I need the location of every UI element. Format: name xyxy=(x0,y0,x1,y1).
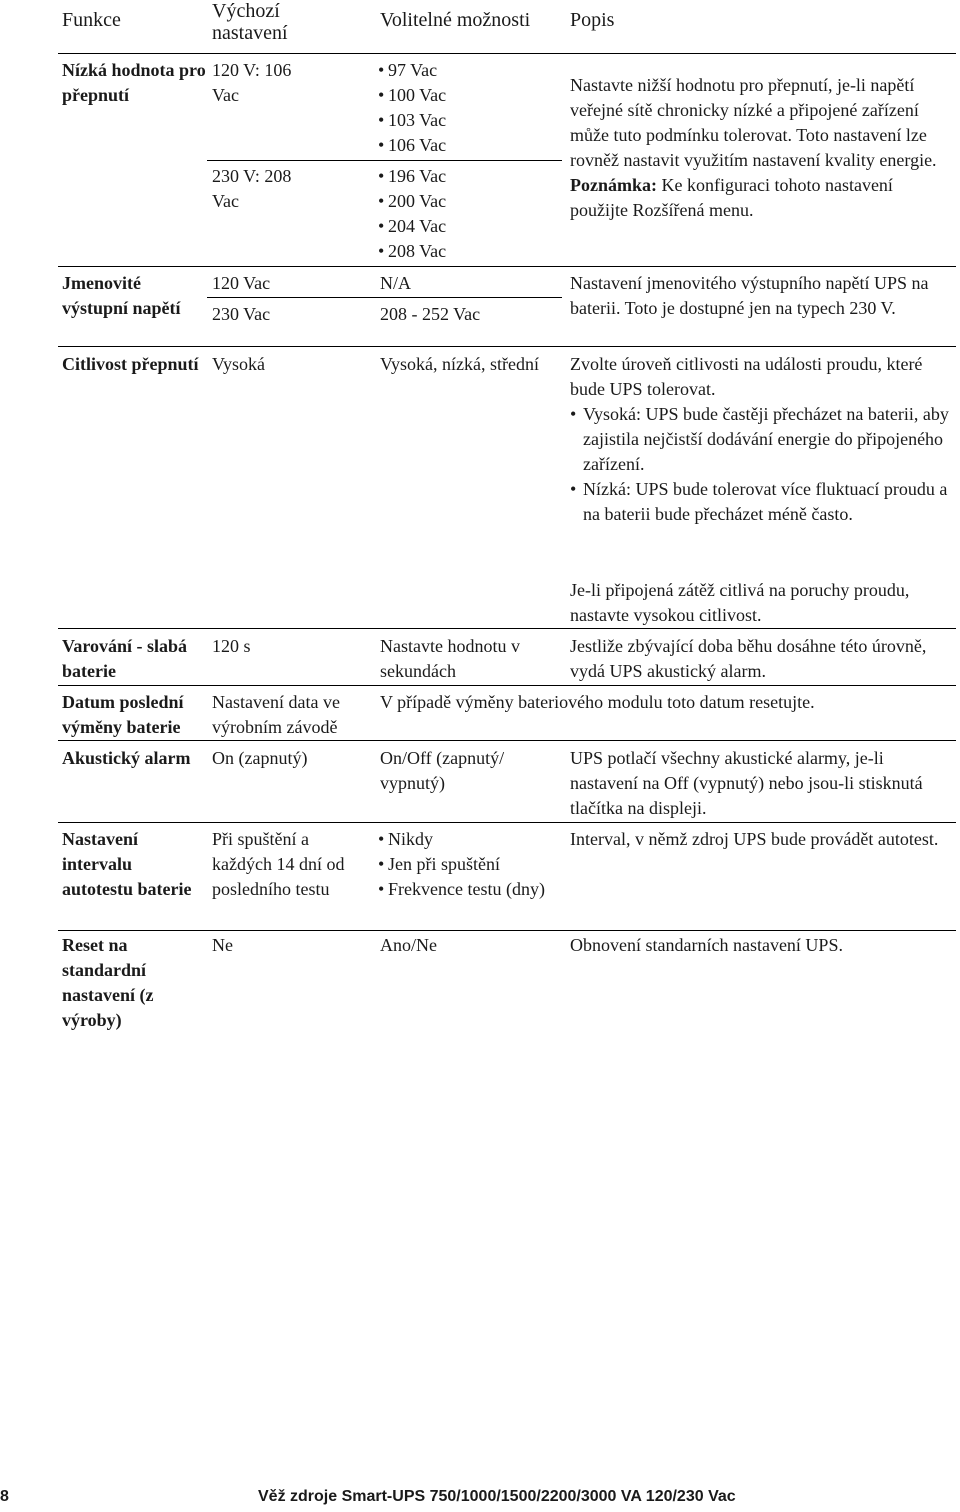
list-item: • 97 Vac xyxy=(378,58,558,83)
options-self-test xyxy=(378,827,558,902)
list-item: • Nízká: UPS bude tolerovat více fluktuací proudu a na baterii bude přecházet méně často. xyxy=(570,477,955,527)
row-rule-audible-alarm xyxy=(58,822,956,823)
default-nominal-voltage-230: 230 Vac xyxy=(212,304,271,324)
column-header-default: Výchozí nastavení xyxy=(212,0,288,44)
note-text: Ke konfiguraci tohoto nastavení použijte Rozšířená menu. xyxy=(570,175,893,220)
row-rule-nominal-voltage-mid xyxy=(207,297,562,298)
options-audible-alarm: On/Off (zapnutý/ vypnutý) xyxy=(380,748,505,793)
function-low-battery: Varování - slabá baterie xyxy=(62,636,188,681)
sensitivity-bullets xyxy=(570,402,955,527)
column-header-function: Funkce xyxy=(62,9,121,31)
options-low-transfer-230 xyxy=(378,164,558,264)
description-low-battery: Jestliže zbývající doba běhu dosáhne této úrovně, vydá UPS akustický alarm. xyxy=(570,636,927,681)
default-low-transfer-120: 120 V: 106 Vac xyxy=(212,60,292,105)
default-low-transfer-230: 230 V: 208 Vac xyxy=(212,166,292,211)
column-header-description: Popis xyxy=(570,9,615,31)
list-item: • 208 Vac xyxy=(378,239,558,264)
default-nominal-voltage-120: 120 Vac xyxy=(212,273,271,293)
default-battery-date: Nastavení data ve výrobním závodě xyxy=(212,692,340,737)
description-audible-alarm: UPS potlačí všechny akustické alarmy, je-li nastavení na Off (vypnutý) nebo jsou-li stisknutá tlačítka na displeji. xyxy=(570,748,923,818)
row-rule-sensitivity xyxy=(58,628,956,629)
default-sensitivity: Vysoká xyxy=(212,354,265,374)
list-item: • Frekvence testu (dny) xyxy=(378,877,558,902)
function-low-transfer: Nízká hodnota pro přepnutí xyxy=(62,60,206,105)
description-nominal-voltage: Nastavení jmenovitého výstupního napětí UPS na baterii. Toto je dostupné jen na typech 230 V. xyxy=(570,273,929,318)
description-text: Nastavte nižší hodnotu pro přepnutí, je-li napětí veřejné sítě chronicky nízké a připojené zařízení může tuto podmínku tolerovat. Toto nastavení lze rovněž nastavit využitím nastavení kvality energie. xyxy=(570,75,937,170)
description-self-test: Interval, v němž zdroj UPS bude provádět autotest. xyxy=(570,829,939,849)
header-rule xyxy=(58,53,956,54)
list-item: • 103 Vac xyxy=(378,108,558,133)
options-sensitivity: Vysoká, nízká, střední xyxy=(380,354,539,374)
function-audible-alarm: Akustický alarm xyxy=(62,748,191,768)
description-text: Zvolte úroveň citlivosti na události proudu, které bude UPS tolerovat. xyxy=(570,354,923,399)
row-rule-nominal-voltage xyxy=(58,346,956,347)
list-item: • Jen při spuštění xyxy=(378,852,558,877)
description-low-transfer xyxy=(570,73,955,223)
function-nominal-voltage: Jmenovité výstupní napětí xyxy=(62,273,181,318)
list-item: • 204 Vac xyxy=(378,214,558,239)
column-header-options: Volitelné možnosti xyxy=(380,9,531,31)
default-audible-alarm: On (zapnutý) xyxy=(212,748,308,768)
default-self-test: Při spuštění a každých 14 dní od posledního testu xyxy=(212,829,345,899)
description-sensitivity xyxy=(570,352,955,527)
list-item: • Vysoká: UPS bude častěji přecházet na baterii, aby zajistila nejčistší dodávání energie do připojeného zařízení. xyxy=(570,402,955,477)
page-number: 8 xyxy=(0,1488,9,1505)
row-rule-low-battery xyxy=(58,685,956,686)
function-battery-date: Datum poslední výměny baterie xyxy=(62,692,184,737)
options-low-battery: Nastavte hodnotu v sekundách xyxy=(380,636,520,681)
option-nominal-voltage-120: N/A xyxy=(380,273,411,293)
row-rule-low-transfer-mid xyxy=(207,160,562,161)
description-battery-date: V případě výměny bateriového modulu toto datum resetujte. xyxy=(380,692,815,712)
row-rule-battery-date xyxy=(58,740,956,741)
list-item: • 200 Vac xyxy=(378,189,558,214)
footer-title: Věž zdroje Smart-UPS 750/1000/1500/2200/3000 VA 120/230 Vac xyxy=(258,1488,736,1505)
options-low-transfer-120 xyxy=(378,58,558,158)
option-nominal-voltage-230: 208 - 252 Vac xyxy=(380,304,481,324)
list-item: • Nikdy xyxy=(378,827,558,852)
list-item: • 196 Vac xyxy=(378,164,558,189)
row-rule-low-transfer xyxy=(58,266,956,267)
description-sensitivity-extra: Je-li připojená zátěž citlivá na poruchy proudu, nastavte vysokou citlivost. xyxy=(570,580,910,625)
function-factory-reset: Reset na standardní nastavení (z výroby) xyxy=(62,935,154,1030)
list-item: • 106 Vac xyxy=(378,133,558,158)
function-self-test: Nastavení intervalu autotestu baterie xyxy=(62,829,192,899)
list-item: • 100 Vac xyxy=(378,83,558,108)
function-sensitivity: Citlivost přepnutí xyxy=(62,354,199,374)
default-factory-reset: Ne xyxy=(212,935,233,955)
note-label: Poznámka: xyxy=(570,175,657,195)
default-low-battery: 120 s xyxy=(212,636,251,656)
options-factory-reset: Ano/Ne xyxy=(380,935,437,955)
description-factory-reset: Obnovení standarních nastavení UPS. xyxy=(570,935,843,955)
row-rule-self-test xyxy=(58,930,956,931)
